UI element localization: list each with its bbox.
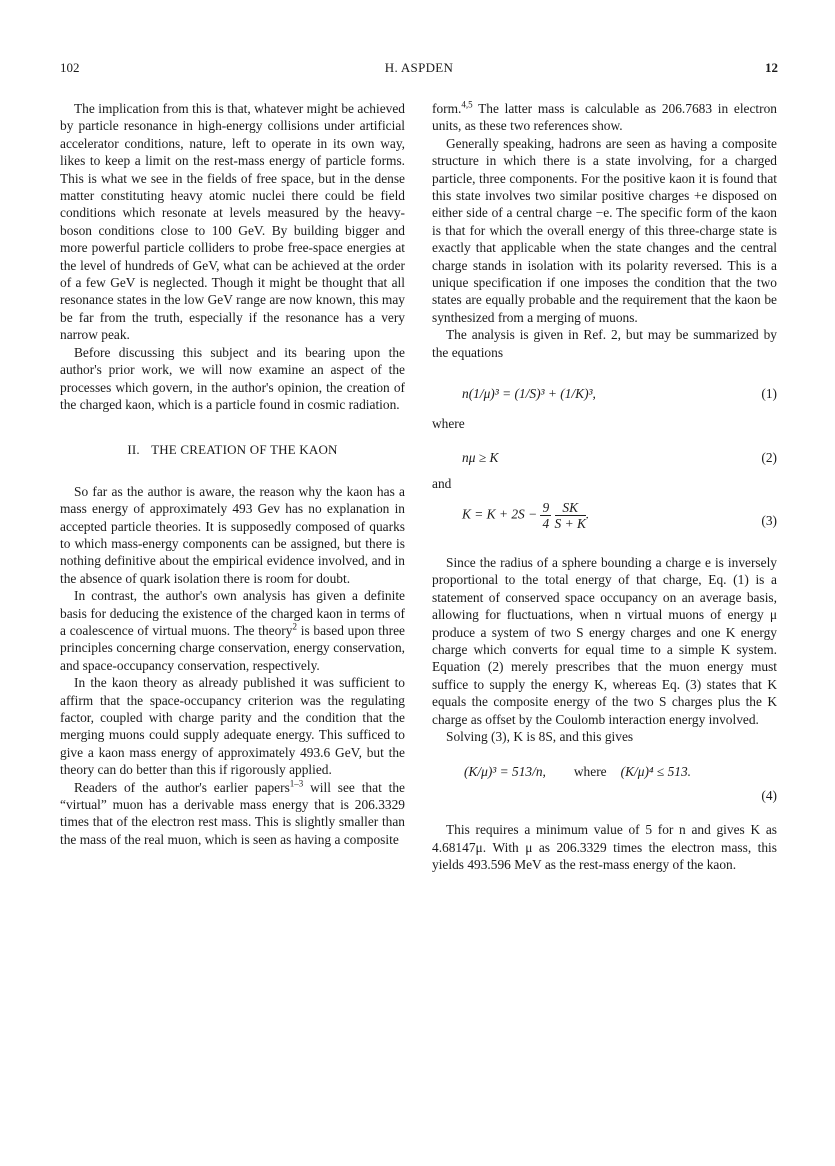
equation-body: nμ ≥ K: [462, 449, 499, 465]
volume-number: 12: [765, 60, 778, 75]
text-run: The latter mass is calculable as 206.7683 in electron units, as these two references show.: [432, 101, 777, 134]
equation-number: (2): [761, 449, 777, 465]
equation-lhs: K = K + 2S −: [462, 506, 538, 522]
paragraph: Before discussing this subject and its bearing upon the author's prior work, we will now examine an aspect of the processes which govern, in the author's opinion, the creation of the charged kaon, which is a particle found in cosmic radiation.: [60, 344, 405, 412]
fraction: [555, 500, 586, 531]
citation: 1–3: [289, 778, 304, 789]
paragraph: So far as the author is aware, the reason why the kaon has a mass energy of approximately 493 Gev has no explanation in accepted particle theories. It is supposedly composed of quarks to which mass-energy components can be assigned, but there is nothing definitive about the empirical evidence involved, and in the absence of quark isolation there is room for doubt.: [60, 483, 405, 586]
right-column: [432, 100, 777, 874]
paragraph: This requires a minimum value of 5 for n and gives K as 4.68147μ. With μ as 206.3329 times the electron mass, this yields 493.596 MeV as the rest-mass energy of the kaon.: [432, 822, 777, 873]
equation-part: (K/μ)⁴ ≤ 513.: [620, 764, 692, 780]
equation-where: where: [573, 764, 607, 780]
equation-part: (K/μ)³ = 513/n,: [464, 764, 546, 780]
text-run: Readers of the author's earlier papers: [74, 779, 290, 795]
section-title: THE CREATION OF THE KAON: [151, 442, 338, 458]
left-column: [60, 100, 405, 848]
paragraph: [432, 100, 777, 135]
connector-word: and: [432, 475, 452, 491]
text-run: In contrast, the author's own analysis has given a definite basis for deducing the existence of the charged kaon in terms of a coalescence of virtual muons. The theory: [60, 588, 405, 638]
equation-tail: .: [585, 506, 590, 522]
citation: 4,5: [461, 99, 473, 110]
equation-4: [432, 759, 777, 805]
paragraph: Solving (3), K is 8S, and this gives: [446, 728, 634, 744]
paragraph: The implication from this is that, whatever might be achieved by particle resonance in high-energy collisions under artificial accelerator conditions, nature, left to operate in its own way, likes to keep a limit on the rest-mass energy of particle forms. This is what we see in the fields of free space, but in the dense matter constituting heavy atomic nuclei there could be field conditions which resonate at levels measured by the heavy-boson conditions close to 100 GeV. By building bigger and more powerful particle colliders to probe free-space energies at the level of hundreds of GeV, what can be achieved at the order of a few GeV is neglected. Though it might be thought that all resonance states in the low GeV range are now known, this may be far from the truth, especially if the resonance has a very narrow peak.: [60, 101, 405, 343]
equation-number: (4): [761, 788, 777, 804]
paragraph: [60, 779, 405, 849]
paragraph: Since the radius of a sphere bounding a charge e is inversely proportional to the total energy of that charge, Eq. (1) is a statement of conserved space occupancy on an average basis, allowing for fluctuations, when n virtual muons of energy μ produce a system of two S energy charges and one K energy charge which converts for equal time to a simple K system. Equation (2) merely prescribes that the muon energy must suffice to supply the energy K, whereas Eq. (3) states that K equals the composite energy of the two S charges plus the K charge as offset by the Coulomb interaction energy involved.: [432, 554, 777, 727]
page-number: 102: [60, 60, 80, 75]
citation: 2: [292, 621, 297, 632]
fraction: [540, 500, 551, 531]
equation-number: (3): [761, 512, 777, 528]
section-number: II.: [127, 442, 140, 458]
denominator: 4: [542, 515, 550, 531]
text-run: will see that the “virtual” muon has a derivable mass energy that is 206.3329 times that of the electron rest mass. This is slightly smaller than the mass of the real muon, which is seen as having a composite: [60, 779, 405, 847]
page-header: [60, 60, 778, 80]
equation-body: [464, 763, 691, 780]
equation-3: [432, 498, 777, 544]
text-run: is based upon three principles concerning charge conservation, energy conservation, and space-occupancy conservation, respectively.: [60, 622, 405, 673]
denominator: S + K: [554, 515, 586, 531]
paragraph: Generally speaking, hadrons are seen as having a composite structure in which there is a state involving, for a charged particle, three components. For the positive kaon it is found that this state involves two similar positive charges +e disposed on either side of a central charge −e. The specific form of the kaon is that for which the overall energy of this three-charge state is exactly that applicable when the state changes and the central charge stands in isolation with its polarity reversed. This is a unique specification if one imposes the condition that the two states are equally probable and the requirement that the kaon be synthesized from a merging of muons.: [432, 135, 777, 325]
text-run: form.: [432, 101, 462, 116]
numerator: 9: [542, 499, 550, 515]
paragraph: [60, 587, 405, 674]
equation-body: [462, 500, 589, 531]
section-heading: [60, 441, 405, 458]
paragraph: In the kaon theory as already published it was sufficient to affirm that the space-occupancy criterion was the regulating factor, coupled with charge parity and the condition that the merging muons could supply adequate energy. This sufficed to give a kaon mass energy of approximately 493.6 GeV, but the theory can do better than this if rigorously applied.: [60, 675, 405, 778]
connector-word: where: [432, 416, 465, 432]
equation-number: (1): [761, 386, 777, 402]
equation-1: [432, 381, 777, 407]
running-title: H. ASPDEN: [384, 60, 454, 75]
numerator: SK: [555, 500, 586, 516]
paragraph: The analysis is given in Ref. 2, but may be summarized by the equations: [432, 327, 777, 360]
equation-body: n(1/μ)³ = (1/S)³ + (1/K)³,: [462, 386, 596, 402]
equation-2: [432, 445, 777, 471]
